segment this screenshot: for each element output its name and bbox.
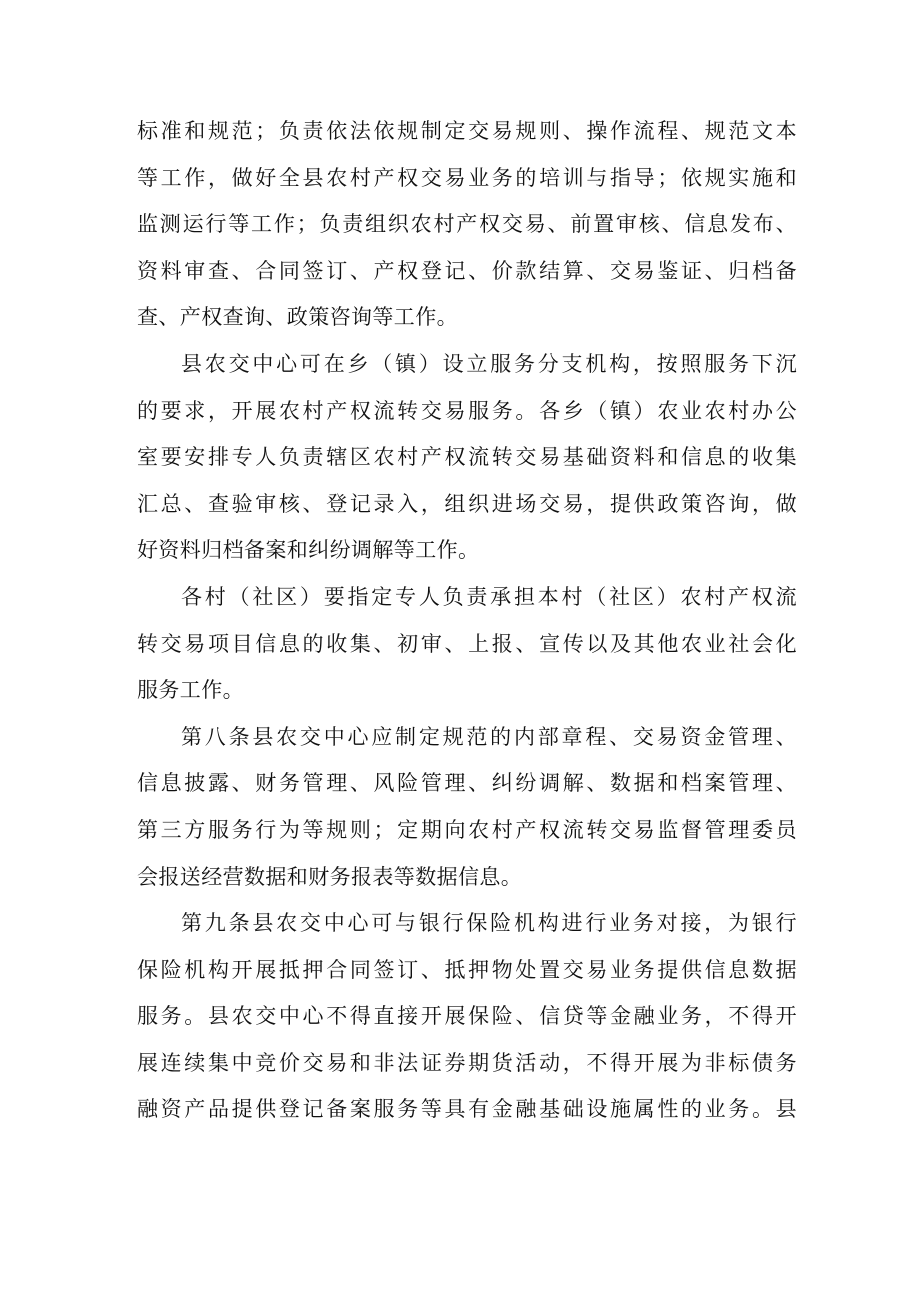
- text-line: 各村（社区）要指定专人负责承担本村（社区）农村产权流: [181, 584, 797, 609]
- text-line: 标准和规范；负责依法依规制定交易规则、操作流程、规范文本: [137, 119, 797, 143]
- text-line: 室要安排专人负责辖区农村产权流转交易基础资料和信息的收集: [137, 445, 797, 470]
- text-line: 信息披露、财务管理、风险管理、纠纷调解、数据和档案管理、: [137, 771, 797, 796]
- text-line: 第三方服务行为等规则；定期向农村产权流转交易监督管理委员: [137, 817, 797, 842]
- text-line: 保险机构开展抵押合同签订、抵押物处置交易业务提供信息数据: [137, 957, 797, 982]
- text-line: 查、产权查询、政策咨询等工作。: [137, 305, 458, 330]
- text-line: 融资产品提供登记备案服务等具有金融基础设施属性的业务。县: [137, 1097, 797, 1122]
- text-line: 监测运行等工作；负责组织农村产权交易、前置审核、信息发布、: [137, 212, 797, 237]
- text-line: 第九条县农交中心可与银行保险机构进行业务对接，为银行: [181, 911, 797, 936]
- text-line: 等工作，做好全县农村产权交易业务的培训与指导；依规实施和: [137, 165, 797, 190]
- document-body: [137, 108, 797, 1133]
- text-line: 服务。县农交中心不得直接开展保险、信贷等金融业务，不得开: [137, 1004, 797, 1029]
- text-line: 的要求，开展农村产权流转交易服务。各乡（镇）农业农村办公: [137, 398, 797, 423]
- text-line: 转交易项目信息的收集、初审、上报、宣传以及其他农业社会化: [137, 631, 797, 656]
- text-line: 资料审查、合同签订、产权登记、价款结算、交易鉴证、归档备: [137, 258, 797, 283]
- text-line: 好资料归档备案和纠纷调解等工作。: [137, 538, 480, 563]
- text-line: 服务工作。: [137, 678, 244, 703]
- text-line: 县农交中心可在乡（镇）设立服务分支机构，按照服务下沉: [181, 351, 797, 376]
- text-line: 汇总、查验审核、登记录入，组织进场交易，提供政策咨询，做: [137, 491, 797, 516]
- text-line: 展连续集中竞价交易和非法证券期货活动，不得开展为非标债务: [137, 1050, 797, 1075]
- text-line: 第八条县农交中心应制定规范的内部章程、交易资金管理、: [181, 724, 797, 749]
- text-line: 会报送经营数据和财务报表等数据信息。: [137, 864, 523, 889]
